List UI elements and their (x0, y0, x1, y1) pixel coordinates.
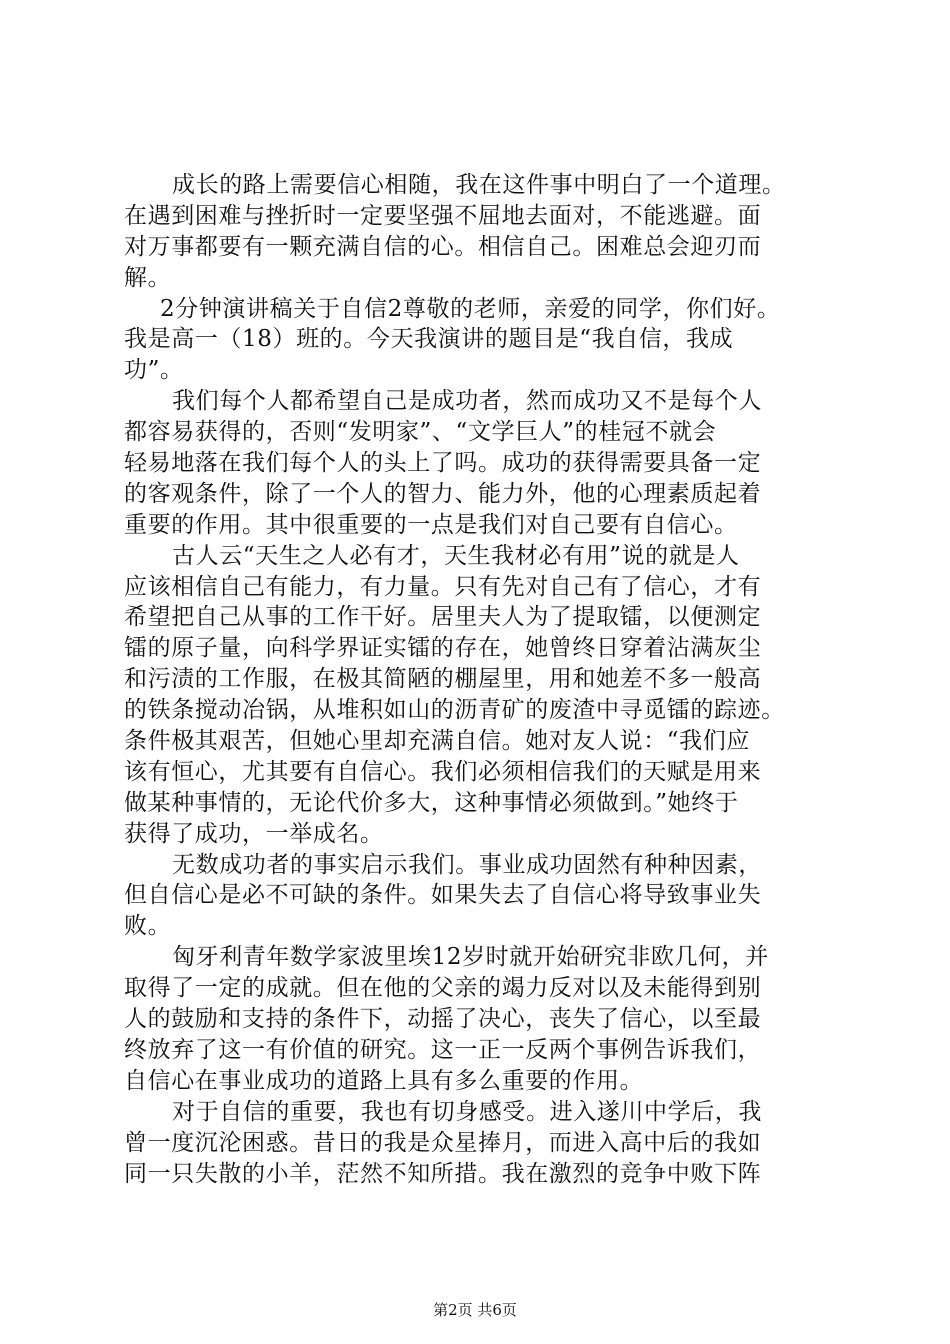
paragraph (124, 294, 844, 387)
text-line: 但自信心是必不可缺的条件。如果失去了自信心将导致事业失 (124, 882, 762, 909)
text-line: 曾一度沉沦困惑。昔日的我是众星捧月，而进入高中后的我如 (124, 1129, 762, 1156)
paragraph (124, 386, 844, 540)
text-line: 2分钟演讲稿关于自信2尊敬的老师，亲爱的同学，你们好。 (160, 295, 781, 322)
text-line: 同一只失散的小羊，茫然不知所措。我在激烈的竞争中败下阵 (124, 1160, 762, 1187)
text-line: 取得了一定的成就。但在他的父亲的竭力反对以及未能得到别 (124, 975, 762, 1002)
text-line: 的铁条搅动冶锅，从堆积如山的沥青矿的废渣中寻觅镭的踪迹。 (124, 697, 785, 724)
document-body (124, 170, 844, 1189)
text-line: 都容易获得的，否则“发明家”、“文学巨人”的桂冠不就会 (124, 419, 717, 446)
text-line: 对万事都要有一颗充满自信的心。相信自己。困难总会迎刃而 (124, 233, 762, 260)
text-line: 在遇到困难与挫折时一定要坚强不屈地去面对，不能逃避。面 (124, 202, 762, 229)
text-line: 获得了成功，一举成名。 (124, 820, 384, 847)
text-line: 功”。 (124, 357, 184, 384)
text-line: 镭的原子量，向科学界证实镭的存在，她曾终日穿着沾满灰尘 (124, 635, 762, 662)
text-line: 成长的路上需要信心相随，我在这件事中明白了一个道理。 (172, 172, 786, 198)
text-line: 的客观条件，除了一个人的智力、能力外，他的心理素质起着 (124, 480, 762, 507)
text-line: 该有恒心，尤其要有自信心。我们必须相信我们的天赋是用来 (124, 758, 762, 785)
text-line: 解。 (124, 264, 172, 291)
text-line: 自信心在事业成功的道路上具有多么重要的作用。 (124, 1067, 644, 1094)
page-footer: 第2页 共6页 (433, 1301, 517, 1319)
text-line: 对于自信的重要，我也有切身感受。进入遂川中学后，我 (172, 1098, 762, 1125)
text-line: 败。 (124, 913, 172, 940)
text-line: 人的鼓励和支持的条件下，动摇了决心，丧失了信心，以至最 (124, 1006, 762, 1033)
text-line: 匈牙利青年数学家波里埃12岁时就开始研究非欧几何，并 (172, 944, 769, 971)
text-line: 希望把自己从事的工作干好。居里夫人为了提取镭，以便测定 (124, 604, 762, 631)
text-line: 和污渍的工作服，在极其简陋的棚屋里，用和她差不多一般高 (124, 666, 762, 693)
text-line: 应该相信自己有能力，有力量。只有先对自己有了信心，才有 (124, 573, 762, 600)
paragraph (124, 170, 844, 294)
text-line: 重要的作用。其中很重要的一点是我们对自己要有自信心。 (124, 511, 738, 538)
paragraph (124, 942, 844, 1096)
text-line: 古人云“天生之人必有才，天生我材必有用”说的就是人 (172, 542, 740, 569)
text-line: 做某种事情的，无论代价多大，这种事情必须做到。”她终于 (124, 789, 739, 816)
text-line: 无数成功者的事实启示我们。事业成功固然有种种因素， (172, 851, 762, 878)
text-line: 我们每个人都希望自己是成功者，然而成功又不是每个人 (172, 388, 762, 415)
paragraph (124, 1097, 844, 1190)
text-line: 终放弃了这一有价值的研究。这一正一反两个事例告诉我们， (124, 1036, 762, 1063)
text-line: 轻易地落在我们每个人的头上了吗。成功的获得需要具备一定 (124, 450, 762, 477)
text-line: 我是高一（18）班的。今天我演讲的题目是“我自信，我成 (124, 326, 734, 353)
paragraph (124, 541, 844, 850)
paragraph (124, 850, 844, 943)
text-line: 条件极其艰苦，但她心里却充满自信。她对友人说：“我们应 (124, 728, 750, 755)
